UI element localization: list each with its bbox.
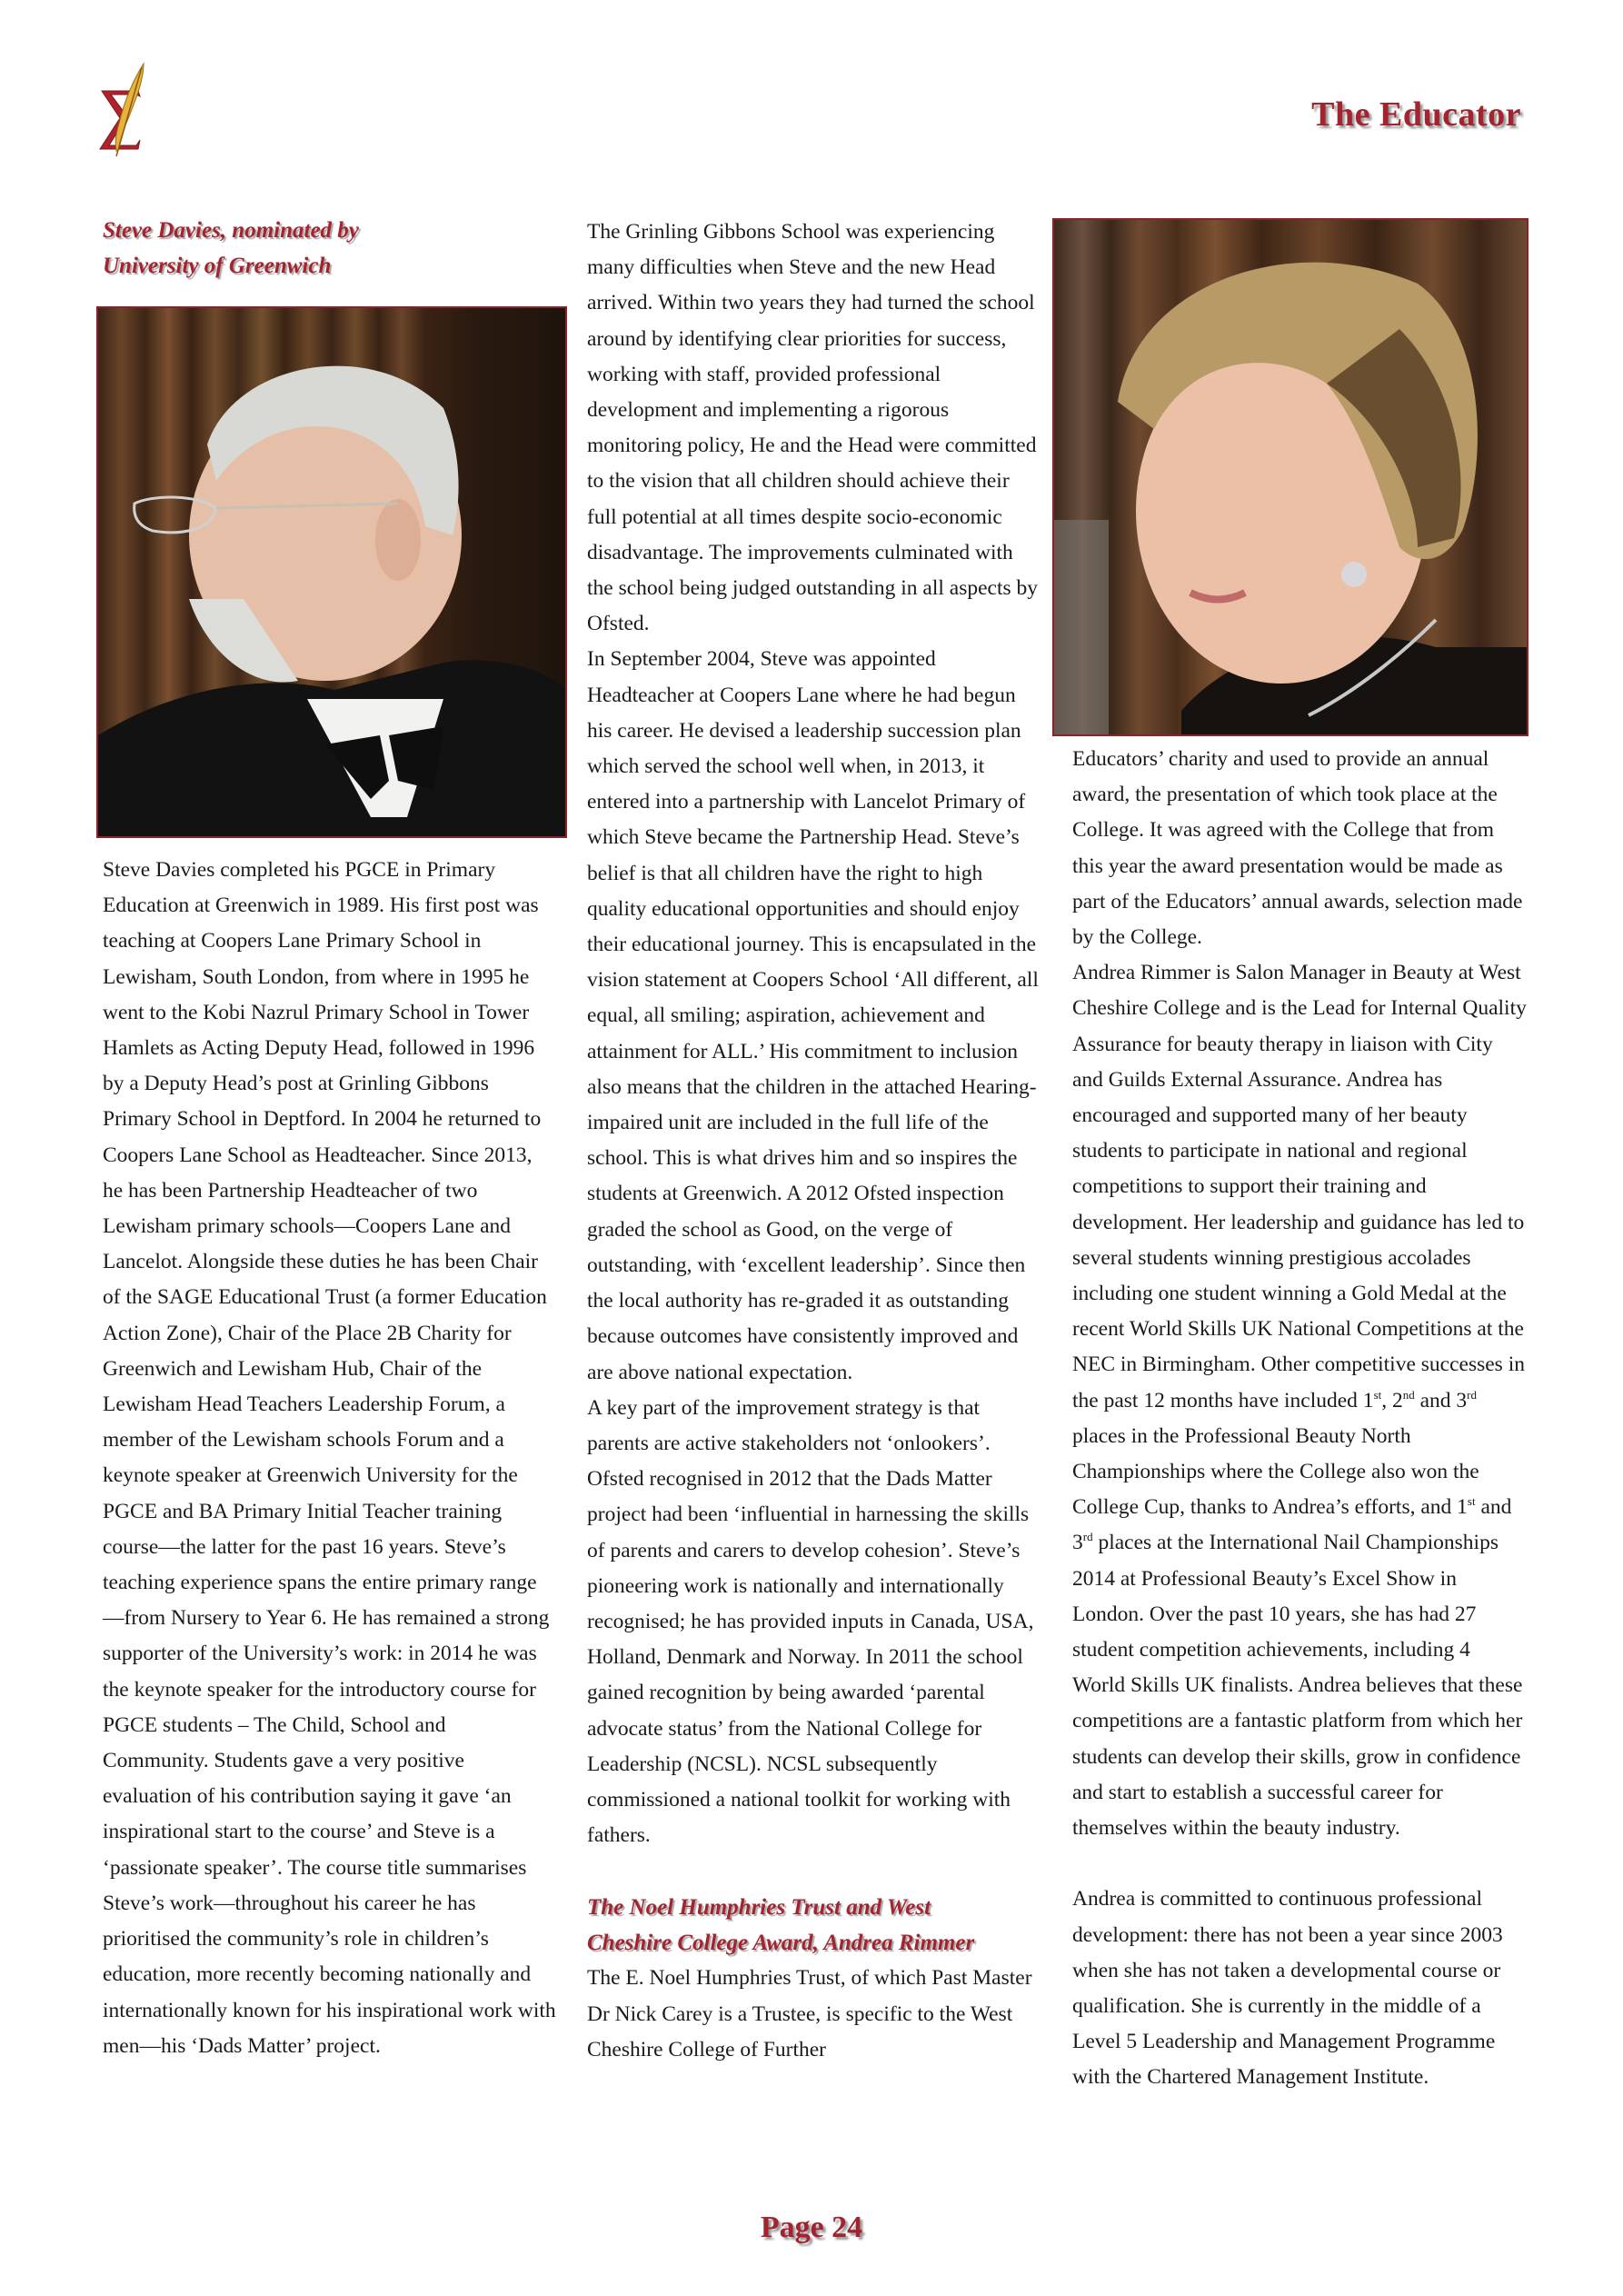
article2-para-charity: Educators’ charity and used to provide an annual award, the presentation of which took place at the College. It was agreed with the College that from this year the award presentation would be made as part of the Educators’ annual awards, selection made by the College. (1072, 747, 1523, 950)
article1-para-strategy: A key part of the improvement strategy is that parents are active stakeholders not ‘onlookers’. Ofsted recognised in 2012 that the Dads Matter project had been ‘influential in harnessing the skills of parents and carers to develop cohesion’. Steve’s pioneering work is nationally and internationally recognised; he has provided inputs in Canada, USA, Holland, Denmark and Norway. In 2011 the school gained recognition by being awarded ‘parental advocate status’ from the National College for Leadership (NCSL). NCSL subsequently commissioned a national toolkit for working with fathers. (587, 1395, 1034, 1848)
portrait-steve-davies (96, 306, 567, 838)
article2-para-achievements: Andrea Rimmer is Salon Manager in Beauty at West Cheshire College and is the Lead for Internal Quality Assurance for beauty therapy in liaison with City and Guilds External Assurance. Andrea has encouraged and supported many of her beauty students to participate in national and regional competitions to support their training and development. Her leadership and guidance has led to several students winning prestigious accolades including one student winning a Gold Medal at the recent World Skills UK National Competitions at the NEC in Birmingham. Other competitive successes in the past 12 months have included 1st, 2nd and 3rd places in the Professional Beauty North Championships where the College also won the College Cup, thanks to Andrea’s efforts, and 1st and 3rd places at the International Nail Championships 2014 at Professional Beauty’s Excel Show in London. Over the past 10 years, she has had 27 student competition achievements, including 4 World Skills UK finalists. Andrea believes that these competitions are a fantastic platform from which her students can develop their skills, grow in confidence and start to establish a successful career for themselves within the beauty industry. (1072, 961, 1527, 1841)
article1-heading (103, 213, 557, 284)
article2-heading-line1: The Noel Humphries Trust and West (587, 1895, 931, 1921)
article1-para-coopers: In September 2004, Steve was appointed Headteacher at Coopers Lane where he had begun his career. He devised a leadership succession plan which served the school well when, in 2013, it entered into a partnership with Lancelot Primary of which Steve became the Partnership Head. Steve’s belief is that all children have the right to high quality educational opportunities and should enjoy their educational journey. This is encapsulated in the vision statement at Coopers School ‘All different, all equal, all smiling; aspiration, achievement and attainment for ALL.’ His commitment to inclusion also means that the children in the attached Hearing-impaired unit are included in the full life of the school. This is what drives him and so inspires the students at Greenwich. A 2012 Ofsted inspection graded the school as Good, on the verge of outstanding, with ‘excellent leadership’. Since then the local authority has re-graded it as outstanding because outcomes have consistently improved and are above national expectation. (587, 647, 1039, 1384)
portrait-andrea-rimmer (1052, 218, 1528, 736)
article1-heading-line2: University of Greenwich (103, 254, 332, 278)
article1-biography: Steve Davies completed his PGCE in Primary Education at Greenwich in 1989. His first post was teaching at Coopers Lane Primary School in Lewisham, South London, from where in 1995 he went to the Kobi Nazrul Primary School in Tower Hamlets as Acting Deputy Head, followed in 1996 by a Deputy Head’s post at Grinling Gibbons Primary School in Deptford. In 2004 he returned to Coopers Lane School as Headteacher. Since 2013, he has been Partnership Headteacher of two Lewisham primary schools—Coopers Lane and Lancelot. Alongside these duties he has been Chair of the SAGE Educational Trust (a former Education Action Zone), Chair of the Place 2B Charity for Greenwich and Lewisham Hub, Chair of the Lewisham Head Teachers Leadership Forum, a member of the Lewisham schools Forum and a keynote speaker at Greenwich University for the PGCE and BA Primary Initial Teacher training course—the latter for the past 16 years. Steve’s teaching experience spans the entire primary range—from Nursery to Year 6. He has remained a strong supporter of the University’s work: in 2014 he was the keynote speaker for the introductory course for PGCE students – The Child, School and Community. Students gave a very positive evaluation of his contribution saying it gave ‘an inspirational start to the course’ and Steve is a ‘passionate speaker’. The course title summarises Steve’s work—throughout his career he has prioritised the community’s role in children’s education, more recently becoming nationally and internationally known for his inspirational work with men—his ‘Dads Matter’ project. (103, 858, 556, 2058)
page-number: Page 24 (760, 2211, 863, 2244)
article1-column2 (587, 215, 1041, 2068)
article1-para-grinling: The Grinling Gibbons School was experiencing many difficulties when Steve and the new Head arrived. Within two years they had turned the school around by identifying clear priorities for success, working with staff, provided professional development and implementing a rigorous monitoring policy, He and the Head were committed to the vision that all children should achieve their full potential at all times despite socio-economic disadvantage. The improvements culminated with the school being judged outstanding in all aspects by Ofsted. (587, 220, 1039, 636)
masthead-title: The Educator (1311, 95, 1521, 134)
article2-heading (587, 1890, 1041, 1961)
article2-intro: The E. Noel Humphries Trust, of which Past Master Dr Nick Carey is a Trustee, is specific to the West Cheshire College of Further (587, 1966, 1032, 2061)
article1-column1 (103, 853, 557, 2064)
sigma-quill-logo-icon (98, 62, 153, 162)
article2-para-development: Andrea is committed to continuous professional development: there has not been a year since 2003 when she has not taken a developmental course or qualification. She is currently in the middle of a Level 5 Leadership and Management Programme with the Chartered Management Institute. (1072, 1887, 1503, 2090)
article2-column3 (1072, 742, 1527, 2096)
article1-heading-line1: Steve Davies, nominated by (103, 218, 359, 243)
article2-heading-line2: Cheshire College Award, Andrea Rimmer (587, 1931, 975, 1956)
